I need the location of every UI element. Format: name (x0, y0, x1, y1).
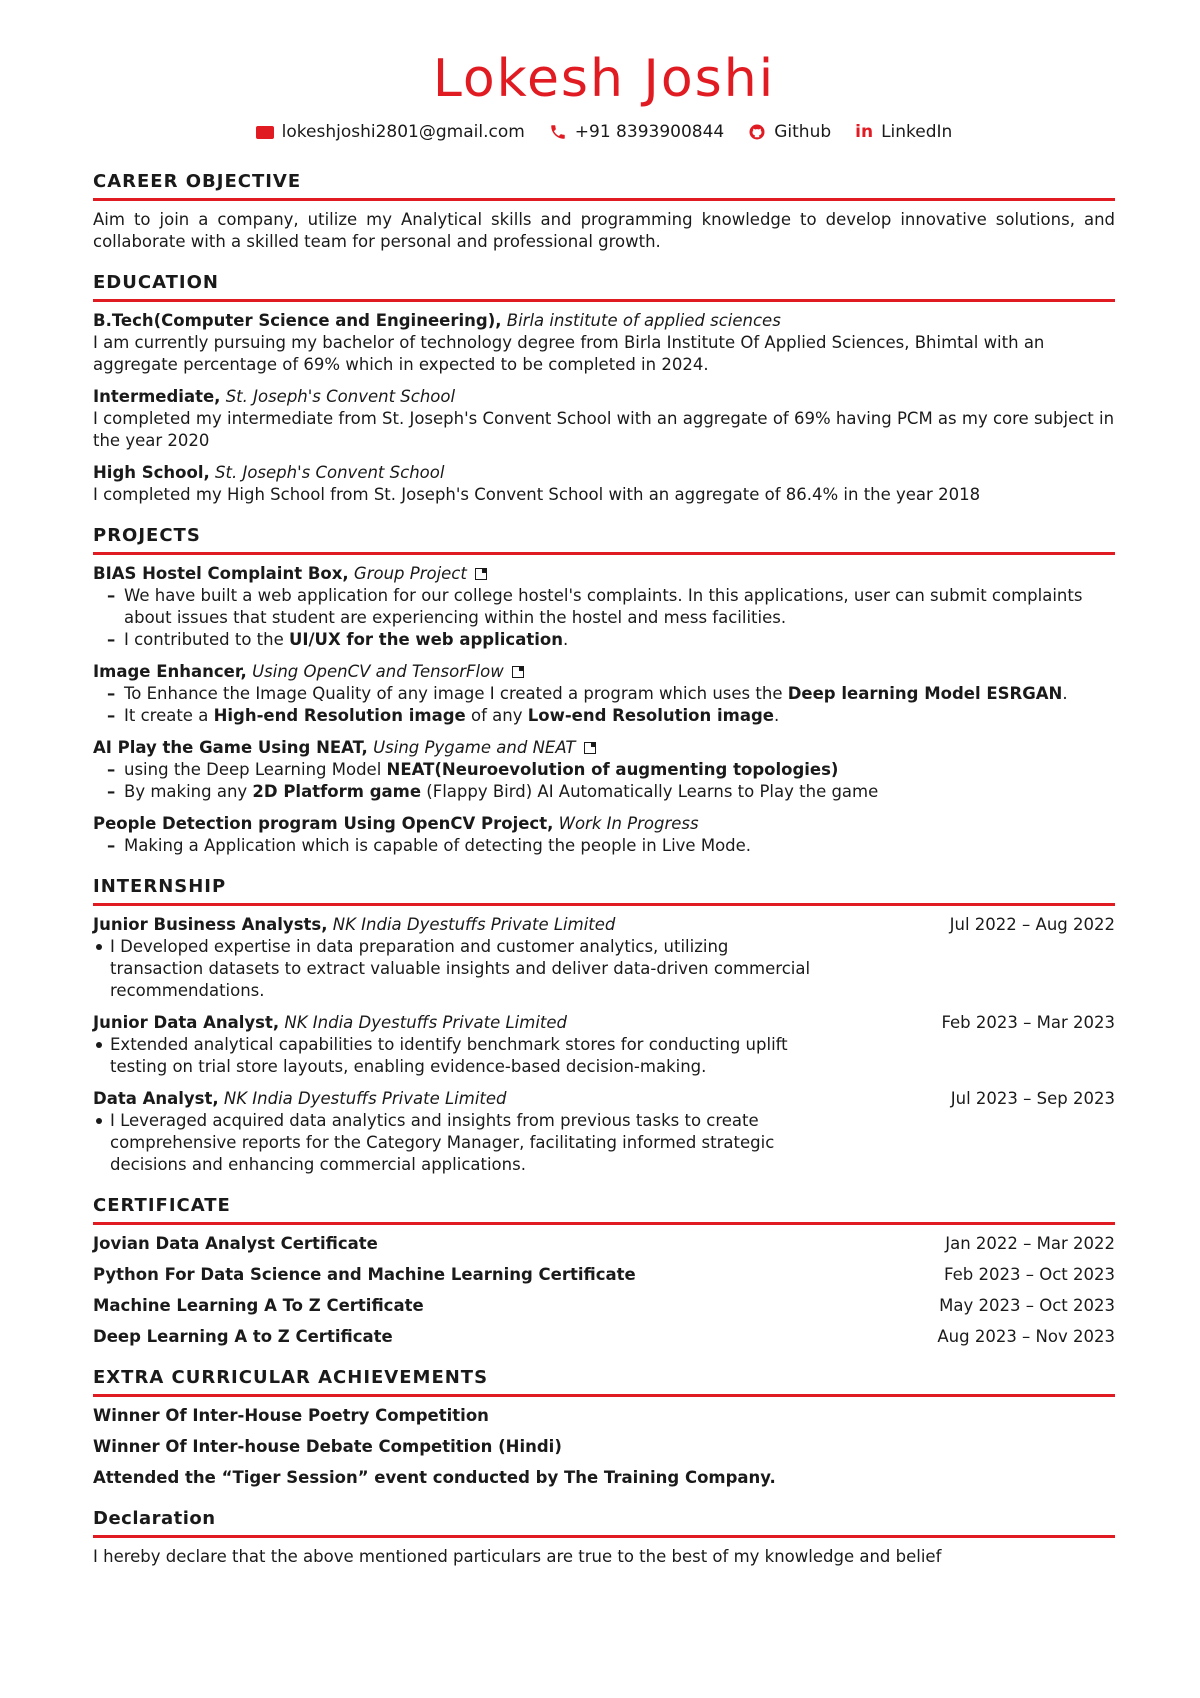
education-section (93, 271, 1115, 506)
school: Birla institute of applied sciences (506, 311, 781, 330)
internship-bullet: Extended analytical capabilities to identify benchmark stores for conducting uplift testing on trial store layouts, enabling evidence-based decision-making. (93, 1034, 813, 1078)
project-entry (93, 813, 1115, 857)
education-description: I am currently pursuing my bachelor of technology degree from Birla Institute Of Applied Sciences, Bhimtal with an aggregate percentage of 69% which in expected to be completed in 2024. (93, 333, 1045, 374)
internship-entry (93, 1088, 1115, 1176)
degree: Intermediate, (93, 387, 221, 406)
certificate-name: Python For Data Science and Machine Learning Certificate (93, 1265, 636, 1284)
degree: High School, (93, 463, 210, 482)
certificate-section (93, 1194, 1115, 1348)
resume-page (93, 0, 1115, 1568)
github-link[interactable] (748, 122, 831, 142)
education-description: I completed my intermediate from St. Joseph's Convent School with an aggregate of 69% having PCM as my core subject in the year 2020 (93, 409, 1115, 450)
role: Junior Business Analysts, (93, 915, 328, 934)
date-range: Aug 2023 – Nov 2023 (937, 1327, 1115, 1346)
section-title: CERTIFICATE (93, 1194, 1115, 1225)
objective-text: Aim to join a company, utilize my Analytical skills and programming knowledge to develop innovative solutions, and collaborate with a skilled team for personal and professional growth. (93, 210, 1115, 251)
education-description: I completed my High School from St. Joseph's Convent School with an aggregate of 86.4% in the year 2018 (93, 485, 981, 504)
project-name: Image Enhancer, (93, 662, 247, 681)
certificate-row (93, 1264, 1115, 1286)
certificate-name: Deep Learning A to Z Certificate (93, 1327, 393, 1346)
school: St. Joseph's Convent School (215, 463, 445, 482)
certificate-name: Jovian Data Analyst Certificate (93, 1234, 378, 1253)
degree: B.Tech(Computer Science and Engineering), (93, 311, 502, 330)
project-subtitle: Using OpenCV and TensorFlow (252, 662, 504, 681)
company: NK India Dyestuffs Private Limited (332, 915, 616, 934)
certificate-row (93, 1295, 1115, 1317)
education-entry (93, 462, 1115, 506)
project-bullet: – Making a Application which is capable of detecting the people in Live Mode. (107, 835, 1115, 857)
declaration-text: I hereby declare that the above mentioned particulars are true to the best of my knowledge and belief (93, 1547, 942, 1566)
certificate-name: Machine Learning A To Z Certificate (93, 1296, 424, 1315)
internship-section (93, 875, 1115, 1176)
date-range: Feb 2023 – Mar 2023 (941, 1013, 1115, 1032)
phone-text: +91 8393900844 (574, 122, 725, 142)
project-bullet: – I contributed to the UI/UX for the web application. (107, 629, 1115, 651)
project-name: People Detection program Using OpenCV Project, (93, 814, 554, 833)
achievement-item: Winner Of Inter-house Debate Competition (Hindi) (93, 1437, 562, 1456)
date-range: Jan 2022 – Mar 2022 (945, 1234, 1115, 1253)
project-entry (93, 563, 1115, 651)
project-subtitle: Group Project (353, 564, 467, 583)
company: NK India Dyestuffs Private Limited (223, 1089, 507, 1108)
envelope-icon (256, 126, 274, 139)
project-bullet: – By making any 2D Platform game (Flappy Bird) AI Automatically Learns to Play the game (107, 781, 1115, 803)
github-icon (748, 123, 766, 141)
section-title: EDUCATION (93, 271, 1115, 302)
linkedin-text: LinkedIn (881, 122, 953, 142)
linkedin-icon: in (855, 122, 874, 142)
contact-bar (93, 120, 1115, 144)
education-entry (93, 386, 1115, 452)
internship-bullet: I Developed expertise in data preparation and customer analytics, utilizing transaction datasets to extract valuable insights and deliver data-driven commercial recommendations. (93, 936, 813, 1002)
education-entry (93, 310, 1115, 376)
company: NK India Dyestuffs Private Limited (284, 1013, 568, 1032)
career-objective-section (93, 170, 1115, 253)
date-range: Jul 2023 – Sep 2023 (950, 1089, 1115, 1108)
section-title: EXTRA CURRICULAR ACHIEVEMENTS (93, 1366, 1115, 1397)
role: Junior Data Analyst, (93, 1013, 280, 1032)
date-range: May 2023 – Oct 2023 (939, 1296, 1115, 1315)
internship-entry (93, 1012, 1115, 1078)
linkedin-link[interactable] (855, 122, 952, 142)
project-bullet: – We have built a web application for our college hostel's complaints. In this applications, user can submit complaints about issues that student are experiencing within the hostel and mess facilities. (107, 585, 1115, 629)
declaration-section (93, 1507, 1115, 1568)
project-subtitle: Using Pygame and NEAT (373, 738, 576, 757)
project-entry (93, 737, 1115, 803)
project-entry (93, 661, 1115, 727)
section-title: Declaration (93, 1507, 1115, 1538)
github-text: Github (774, 122, 832, 142)
school: St. Joseph's Convent School (225, 387, 456, 406)
project-bullet: – It create a High-end Resolution image of any Low-end Resolution image. (107, 705, 1115, 727)
achievement-item: Winner Of Inter-House Poetry Competition (93, 1406, 489, 1425)
email-text: lokeshjoshi2801@gmail.com (281, 122, 525, 142)
project-subtitle: Work In Progress (558, 814, 699, 833)
achievement-item: Attended the “Tiger Session” event conducted by The Training Company. (93, 1468, 776, 1487)
role: Data Analyst, (93, 1089, 219, 1108)
external-link-icon[interactable] (475, 568, 487, 580)
project-name: BIAS Hostel Complaint Box, (93, 564, 349, 583)
certificate-row (93, 1233, 1115, 1255)
candidate-name: Lokesh Joshi (432, 49, 776, 109)
date-range: Jul 2022 – Aug 2022 (949, 915, 1115, 934)
projects-section (93, 524, 1115, 857)
external-link-icon[interactable] (584, 742, 596, 754)
section-title: PROJECTS (93, 524, 1115, 555)
internship-entry (93, 914, 1115, 1002)
internship-bullet: I Leveraged acquired data analytics and insights from previous tasks to create comprehensive reports for the Category Manager, facilitating informed strategic decisions and enhancing commercial applications. (93, 1110, 813, 1176)
section-title: CAREER OBJECTIVE (93, 170, 1115, 201)
phone-icon (549, 123, 567, 141)
certificate-row (93, 1326, 1115, 1348)
project-bullet: – To Enhance the Image Quality of any image I created a program which uses the Deep learning Model ESRGAN. (107, 683, 1115, 705)
email-contact[interactable] (256, 122, 525, 142)
date-range: Feb 2023 – Oct 2023 (944, 1265, 1115, 1284)
phone-contact[interactable] (549, 122, 724, 142)
external-link-icon[interactable] (512, 666, 524, 678)
section-title: INTERNSHIP (93, 875, 1115, 906)
project-name: AI Play the Game Using NEAT, (93, 738, 368, 757)
project-bullet: – using the Deep Learning Model NEAT(Neuroevolution of augmenting topologies) (107, 759, 1115, 781)
extra-curricular-section (93, 1366, 1115, 1489)
